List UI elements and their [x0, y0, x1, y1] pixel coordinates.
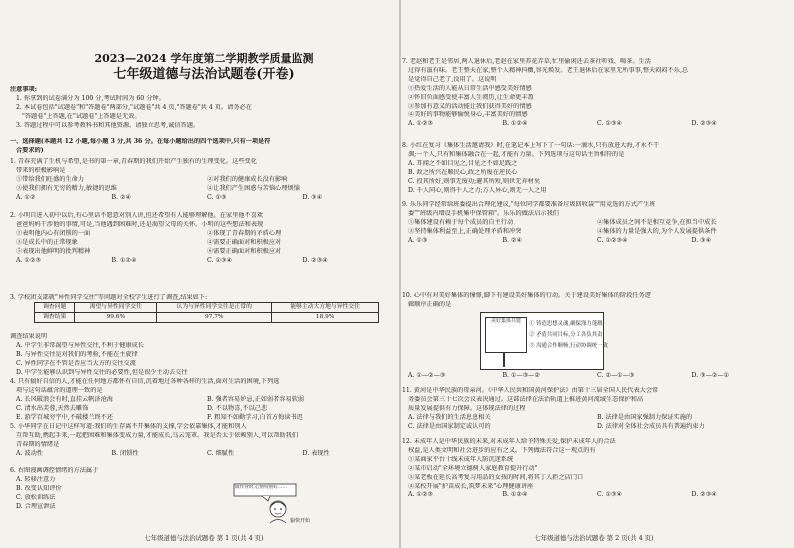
question-1	[10, 158, 398, 203]
sign-step: ③ 沟通合作顺畅,行动协调统一致	[529, 343, 608, 349]
cartoon-caption: 愉快开始	[290, 518, 311, 524]
emotion-cartoon	[232, 483, 328, 527]
question-5	[10, 423, 398, 459]
question-10	[402, 292, 786, 310]
answer-choice: B. ②④	[111, 193, 132, 201]
exam-year-title: 2023—2024 学年度第二学期教学质量监测	[94, 52, 314, 65]
option: C. 投其所好,则事无废功;避其所短,则世无弃材矣	[408, 177, 541, 185]
page-1-footer: 七年级道德与法治试题卷 第 1 页(共 4 页)	[144, 534, 264, 542]
question-text: 5. 小华同学在日记中这样写道:我们的生存离不开集体的支撑,学会依靠集体,才能和别人	[10, 423, 247, 430]
option: ②体现了青春期的矛盾心理	[207, 229, 282, 237]
note-line: 1. 你拿到的试卷满分为 100 分,考试时间为 60 分钟。	[16, 94, 165, 102]
option: C. 放松训练法	[16, 493, 56, 501]
question-text: 是觉得自己老了,没用了。这说明	[408, 75, 497, 83]
sign-step: ① 铸造思想灵魂,确保涤力蓬溉	[529, 321, 603, 327]
answer-choice: C. 细腻性	[207, 449, 235, 457]
section-title: 一、选择题(本题共 12 小题,每小题 3 分,共 36 分。在每小题给出的四个选项中,只有一项是符	[10, 138, 271, 145]
question-text: 7. 老赵和老王是邻居,两人退休后,老赵在家里养花弄草,忙里偷闲还去茶社听戏、喝茶。生活	[402, 58, 651, 65]
question-12	[402, 438, 786, 500]
question-text: 互帮互助,携起手来,一起把困难和集体变成力量,才能成长,乌云笼罩。我是否太于依赖别人,可以帮助我们	[16, 431, 299, 439]
option: D. 中学生能够认识到与异性交往的必要性,但是很少主动去交往	[16, 368, 188, 376]
option: ⑤表现出他鲜明的批判精神	[16, 247, 91, 255]
answer-choice: C. ①③④	[597, 120, 623, 128]
question-text: 项与这句话蕴含的道理一致的是	[16, 386, 103, 394]
answer-choice: C. ②—①—③	[597, 372, 635, 379]
option: ②对我们的健康成长没有影响	[207, 175, 288, 183]
option: F. 粗知不如勤学习,白首方悔读书迟	[207, 413, 303, 421]
question-text: 10. 心中有对美好集体的憧憬,脚下有建设美好集体的行动。关于建设美好集体的阶段任务逻	[402, 292, 651, 299]
answer-choice: C. ①②③④	[597, 236, 628, 244]
question-10-answers	[402, 372, 786, 381]
table-header-row	[35, 303, 379, 313]
option: ⑥需要正确面对和积极应对	[207, 247, 282, 255]
answer-choice: D. ②③④	[302, 256, 328, 264]
option: E. 游学百城穷宇中,不破楼兰终不还	[16, 413, 114, 421]
question-text: 质量发展提供有力保障。这体现法律的过程	[408, 404, 526, 412]
option: ①表明他内心有闭锁的一面	[16, 229, 91, 237]
question-text: 3. 学校团支部就"异性同学交往"等问题对全校学生进行了调查,结果如下:	[10, 294, 208, 301]
table-header: 渴望与异性同学交往	[75, 303, 157, 313]
note-line: 2. 本试卷包括"试题卷"和"答题卷"两部分,"试题卷"共 4 页,"答题卷"共 4 页。请务必在	[16, 103, 252, 111]
question-text: 9. 乐乐同学经常给班委提出合理化建议,"每位同学都要准备垃圾回收袋""用竞选的方式产生班	[402, 201, 656, 208]
page-1	[10, 0, 398, 548]
option: ④某校开展"护苗成长,筑梦未来"心理健康讲座	[408, 482, 534, 490]
sign-post	[503, 353, 505, 367]
question-text: 委""班级内增设手机集中保管箱"。乐乐的做法启示我们	[408, 209, 559, 217]
option: ④集体的力量是强大的,为个人发展提供条件	[597, 227, 717, 235]
answer-choice: C. ①③④	[597, 491, 623, 499]
option: A. 转移注意力	[16, 475, 56, 483]
answer-choice: B. ②④	[502, 236, 523, 244]
option: B. 与异性交往是对我们的考验,不能在主旋律	[16, 350, 138, 358]
option: A. 耳闻之不如目见之,目见之不如足践之	[408, 159, 518, 167]
option: D. 合理宣泄法	[16, 502, 56, 510]
question-3-options	[10, 333, 398, 378]
option: ①某商家平台十线未成年人防沉迷系统	[408, 455, 514, 463]
answer-choice: B. ①②④	[502, 491, 528, 499]
table-header: 能够主动大方地与异性交往	[272, 303, 379, 313]
table-row	[35, 313, 379, 323]
page-2-footer: 七年级道德与法治试题卷 第 2 页(共 4 页)	[534, 534, 654, 542]
question-text: 青春期的情绪是	[16, 440, 60, 448]
question-text: 辑顺序正确的是	[408, 300, 452, 308]
option: C. 法律是由国家制定或认可的	[408, 422, 491, 430]
survey-table	[34, 302, 379, 323]
sign-step: ② 矛盾共同目标,分工各负其责	[529, 332, 603, 338]
question-text: 12. 未成年人是中华民族的未来,对未成年人给予特殊关爱,保护未成年人的合法	[402, 438, 616, 445]
question-text: 8. 小红在复习《集体生活邀请我》时,在笔记本上写下了一句话:一滴水,只有放进大海,才永不干	[402, 142, 660, 149]
table-header: 认为与异性同学交往是正常的	[157, 303, 272, 313]
option: ③使我们拥有无穷的精力,敏捷的思维	[16, 184, 117, 192]
page-2	[402, 0, 786, 548]
option: ③是成长中的正常现象	[16, 238, 78, 246]
answer-choice: D. ③—②—①	[691, 372, 730, 379]
question-text: 6. 右图漫画调控情绪的方法属于	[10, 467, 99, 474]
question-text: 调查结果说明	[10, 333, 48, 340]
section-heading	[10, 138, 398, 156]
collective-sign	[480, 312, 608, 370]
option: A. 长风破浪会有时,直挂云帆济沧海	[16, 395, 113, 403]
option: ②集体成员之间不是相互竞争,在担当中成长	[597, 218, 717, 226]
option: B. 法律是由国家强制力保证实施的	[597, 413, 693, 421]
answer-choice: B. 闭锁性	[111, 449, 139, 457]
answer-choice: A. 波动性	[16, 449, 43, 457]
question-text: 11. 黄河是中华民族的母亲河。《中华人民共和国黄河保护法》由第十三届全国人民代表大会常	[402, 387, 659, 394]
exam-subject-title: 七年级道德与法治试题卷(开卷)	[113, 67, 295, 82]
option: ①带给我们旺盛的生命力	[16, 175, 85, 183]
table-header: 调查问题	[35, 303, 75, 313]
answer-choice: A. ①—②—③	[408, 372, 446, 379]
question-7	[402, 58, 786, 129]
page-fold	[399, 0, 401, 548]
option: A. 法律与我们的生活息息相关	[408, 413, 491, 421]
option: ①集体建设有赖于每个成员的自主行动	[408, 218, 514, 226]
answer-choice: D. ②③④	[691, 120, 717, 128]
option: ④让我们产生困惑与苦恼心理烦恼	[207, 184, 300, 192]
question-text: 4. 只有搞好自信的人,才能在任何地方都怀有自信,沉着地过各种各样的生活,面对生活的困境,下列选	[10, 378, 280, 385]
option: B. 改变认知评价	[16, 484, 62, 492]
question-11	[402, 387, 786, 432]
option: A. 中学生非常渴望与异性交往,不利于健康成长	[16, 341, 144, 349]
question-text: 务委员会第三十七次会议表决通过。这部法律在法治轨道上推进黄河流域生态保护和高	[408, 395, 644, 403]
answer-choice: C. ①③④	[207, 256, 233, 264]
table-cell: 99.6%	[75, 313, 157, 323]
answer-choice: C. ①③	[207, 193, 227, 201]
notes	[10, 86, 398, 131]
answer-choice: B. ①②④	[502, 120, 528, 128]
answer-choice: A. ①②③	[408, 491, 434, 499]
option: D. 千人同心,则得千人之力;万人异心,则无一人之用	[408, 186, 547, 194]
option: ④需要正确面对和积极应对	[207, 238, 282, 246]
question-text: 1. 青春充满了生机与希望,是书的第一章,青春期的我们开始产生独有的生理变化。这些变化	[10, 158, 257, 165]
question-text: 爸爸妈妈干涉他的事情,可是,当他遇到困难时,还是渴望父母的关怀。小明的这些想法和表现	[16, 220, 264, 228]
option: ④美好的事物能够愉悦身心,丰富美好的情感	[408, 111, 528, 119]
table-cell: 18.9%	[272, 313, 379, 323]
answer-choice: A. ①②③	[408, 120, 434, 128]
option: ③坚持集体利益至上,正确处理矛盾和冲突	[408, 227, 522, 235]
option: C. 异性同学在不管是否应当大方的交往交流	[16, 359, 136, 367]
option: ②某市启动"全环境立德树人家庭教育提升行动"	[408, 464, 538, 472]
answer-choice: D. 表现性	[302, 449, 330, 457]
cartoon-speech: 做作业时,心情特别好……	[235, 485, 287, 490]
answer-choice: D. ③④	[302, 193, 323, 201]
notes-title: 注意事项:	[10, 86, 38, 93]
question-text: 2. 小明自进入初中以后,有心里话不愿意对别人讲,但还希望有人能够理解他。在家里他不喜欢	[10, 212, 264, 219]
option: B. 政之所兴在顺民心,政之所废在逆民心	[408, 168, 518, 176]
question-text: 过得有滋有味。老王整天在家,整个人精神抖擞,容光焕发。老王退休后在家里无所事事,整天闷闷不乐,总	[408, 66, 689, 74]
answer-choice: D. ③④	[691, 236, 712, 244]
option: ②怀旧负面感受使丰富人生阅历,让生命更丰盈	[408, 93, 534, 101]
option: D. 法律对全体社会成员具有普遍约束力	[597, 422, 705, 430]
sign-steps	[529, 319, 608, 352]
answer-choice: D. ②③④	[691, 491, 717, 499]
answer-choice: A. ①③	[408, 236, 428, 244]
answer-choice: A. ①②③	[16, 256, 42, 264]
table-cell: 调查结果	[35, 313, 75, 323]
question-6	[10, 467, 220, 512]
answer-choice: A. ①②	[16, 193, 36, 201]
option: B. 强者容易妒忌,正如弱者容易软弱	[207, 395, 305, 403]
question-text: 涸;一个人,只有和集体融合在一起,才能有力量。下列选项与这句话主旨相符的是	[408, 150, 625, 158]
option: ③参加有意义的活动能让我们获得美好的情感	[408, 102, 532, 110]
option: ①热爱生活的人能从日常生活中感受美好情感	[408, 84, 532, 92]
answer-choice: B. ①—③—②	[502, 372, 540, 379]
option: C. 清水出芙蓉,天然去雕饰	[16, 404, 89, 412]
section-title-cont: 合要求的)	[16, 146, 44, 154]
question-9	[402, 201, 786, 246]
option: ③某老板在延长高考复习用品的女孩的时间,将其丁人拒之店门口	[408, 473, 584, 481]
sign-heading: 美好集体共建	[485, 317, 527, 353]
note-line: 3. 答题过程中可以参考教科书和其他资源。请独立思考,诚信答题。	[16, 121, 200, 129]
question-2	[10, 212, 398, 265]
table-cell: 97.7%	[157, 313, 272, 323]
question-4	[10, 378, 398, 423]
question-text: 带来的积极影响是	[16, 166, 66, 174]
answer-choice: B. ①②④	[111, 256, 137, 264]
option: D. 不以物喜,不以己悲	[207, 404, 268, 412]
question-text: 权益,是人类文明和社会进步的应有之义。下列做法符合这一观点的有	[408, 446, 596, 454]
note-line: "答题卷"上答题,在"试题卷"上答题是无效。	[22, 112, 141, 120]
question-8	[402, 142, 786, 195]
